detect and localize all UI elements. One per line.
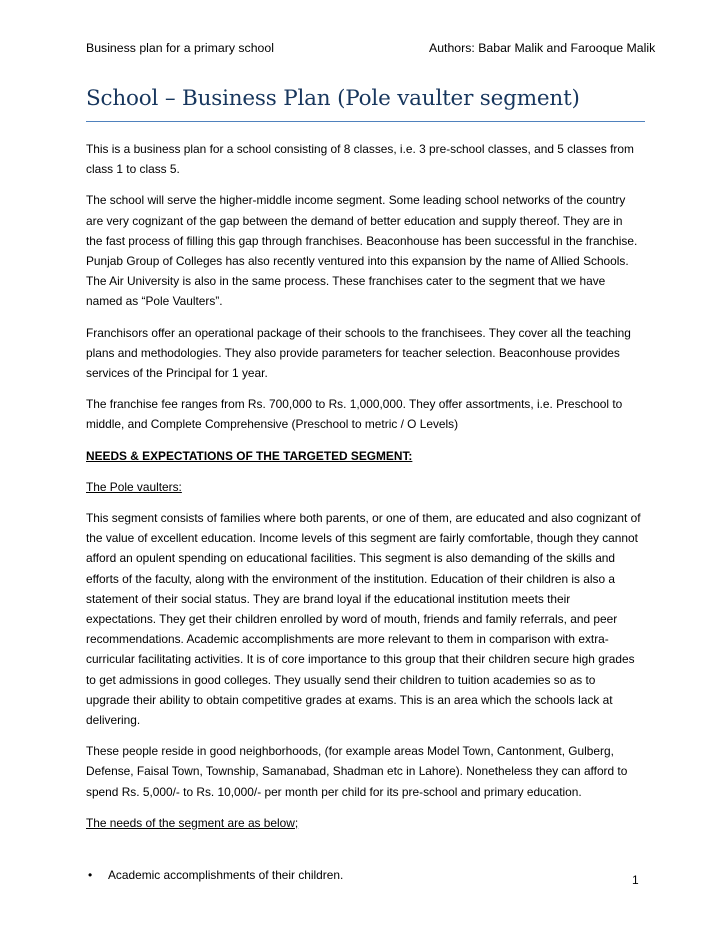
intro-paragraph: This is a business plan for a school consisting of 8 classes, i.e. 3 pre-school classes, and 5 classes from class 1 to class 5. [86,142,634,177]
bullet-icon: • [88,868,93,883]
document-body [86,139,642,885]
header-authors: Authors: Babar Malik and Farooque Malik [429,41,656,55]
title-underline-rule [86,121,645,122]
pole-vaulters-subheading: The Pole vaulters: [86,479,182,494]
document-title: School – Business Plan (Pole vaulter segment) [86,86,580,111]
segment-paragraph: The school will serve the higher-middle income segment. Some leading school networks of the country are very cognizant of the gap between the demand of better education and supply thereof. They are in the fast process of filling this gap through franchises. Beaconhouse has been successful in the franchise. Punjab Group of Colleges has also recently ventured into this expansion by the name of Allied Schools. The Air University is also in the same process. These franchises cater to the segment that we have named as “Pole Vaulters”. [86,193,638,309]
franchise-fee-paragraph: The franchise fee ranges from Rs. 700,000 to Rs. 1,000,000. They offer assortments, i.e. Preschool to middle, and Complete Comprehensive (Preschool to metric / O Levels) [86,397,623,432]
list-item [86,865,642,885]
bullet-text: Academic accomplishments of their children. [108,868,344,883]
segment-needs-subheading: The needs of the segment are as below; [86,815,299,830]
page-number: 1 [632,873,639,887]
needs-heading: NEEDS & EXPECTATIONS OF THE TARGETED SEGMENT: [86,448,413,463]
segment-description-paragraph: This segment consists of families where both parents, or one of them, are educated and also cognizant of the value of excellent education. Income levels of this segment are fairly comfortable, though they cannot afford an opulent spending on educational facilities. This segment is also demanding of the skills and efforts of the faculty, along with the environment of the institution. Education of their children is also a statement of their social status. They are brand loyal if the educational institution meets their expectations. They get their children enrolled by word of mouth, friends and family referrals, and peer recommendations. Academic accomplishments are more relevant to them in comparison with extra-curricular facilitating activities. It is of core importance to this group that their children secure high grades to get admissions in good colleges. They usually send their children to tuition academies so as to upgrade their ability to obtain competitive grades at exams. This is an area which the schools lack at delivering. [86,511,641,728]
header-document-title: Business plan for a primary school [86,41,274,55]
franchisors-paragraph: Franchisors offer an operational package of their schools to the franchisees. They cover all the teaching plans and methodologies. They also provide parameters for teacher selection. Beaconhouse provides services of the Principal for 1 year. [86,325,631,381]
page-header [86,39,656,57]
neighborhoods-paragraph: These people reside in good neighborhoods, (for example areas Model Town, Cantonment, Gulberg, Defense, Faisal Town, Township, Samanabad, Shadman etc in Lahore). Nonetheless they can afford to spend Rs. 5,000/- to Rs. 10,000/- per month per child for its pre-school and primary education. [86,744,628,799]
